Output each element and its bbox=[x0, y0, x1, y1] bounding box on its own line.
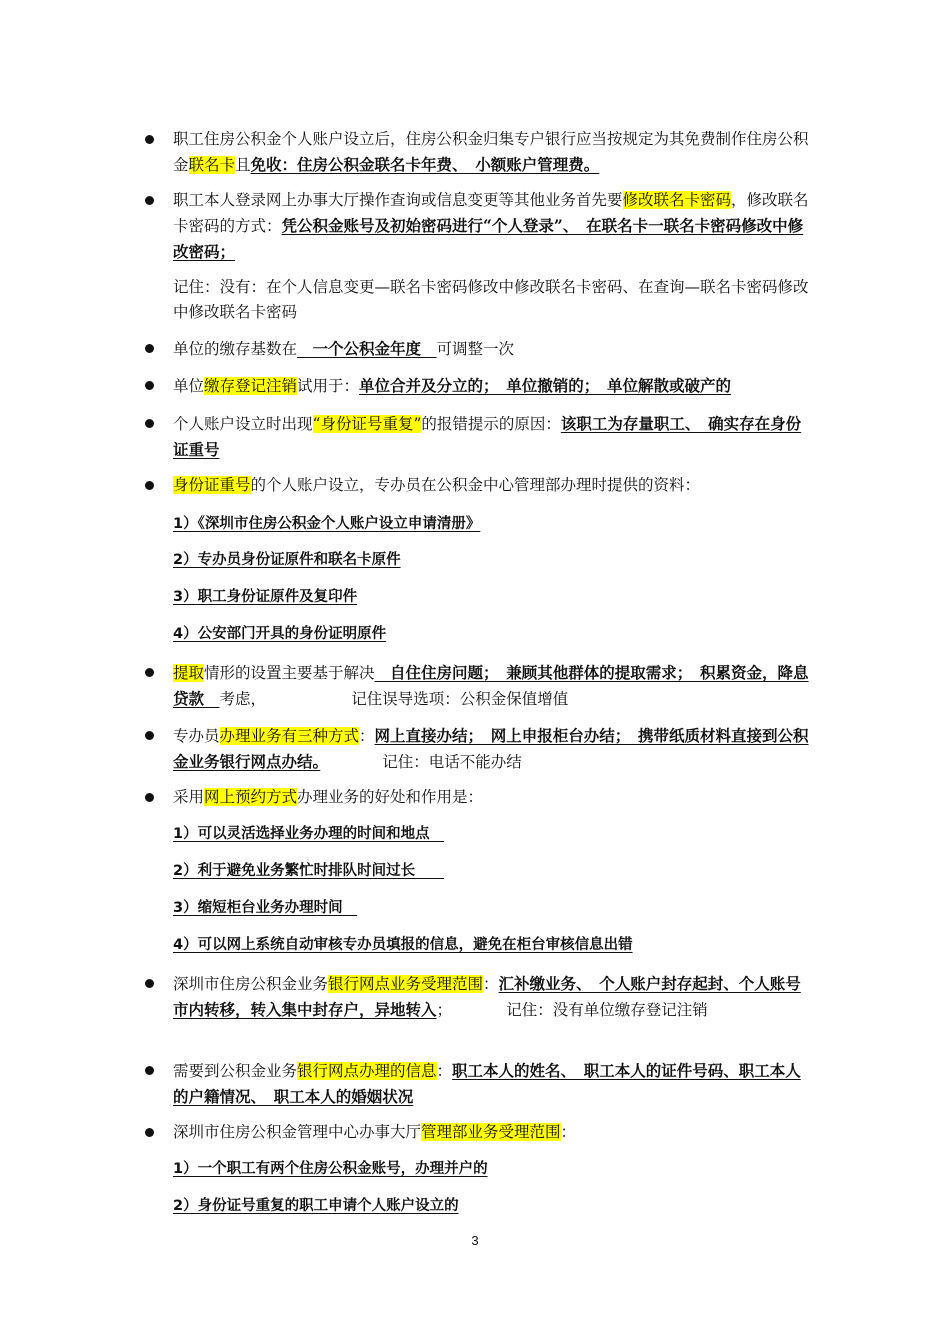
text: ： bbox=[483, 975, 499, 993]
bullet-item bbox=[145, 373, 815, 399]
text: 的报错提示的原因： bbox=[421, 415, 561, 433]
bullet-item bbox=[145, 1120, 815, 1145]
key-text: 自住住房问题； 兼顾其他群体的提取需求； 积累资金，降息贷款 bbox=[173, 663, 809, 708]
bullet-icon bbox=[145, 419, 154, 428]
sub-item: 1）《深圳市住房公积金个人账户设立申请清册》 bbox=[173, 516, 481, 532]
text: 可调整一次 bbox=[436, 340, 515, 358]
sub-item: 1）一个职工有两个住房公积金账号，办理并户的 bbox=[173, 1161, 488, 1177]
text: 办理业务的好处和作用是： bbox=[297, 788, 484, 806]
highlight: 身份证重号 bbox=[173, 476, 251, 494]
key-text: 该职工为存量职工、 确实存在身份证重号 bbox=[173, 414, 802, 459]
highlight: 提取 bbox=[173, 664, 205, 682]
highlight: 管理部业务受理范围 bbox=[421, 1123, 561, 1141]
bullet-icon bbox=[145, 344, 154, 353]
sub-item: 2）身份证号重复的职工申请个人账户设立的 bbox=[173, 1198, 459, 1214]
text: 记住：电话不能办结 bbox=[320, 753, 522, 771]
text: 需要到公积金业务 bbox=[173, 1062, 298, 1080]
text: ； 记住：没有单位缴存登记注销 bbox=[436, 1001, 708, 1019]
bullet-item bbox=[145, 336, 815, 362]
bullet-icon bbox=[145, 1128, 154, 1137]
bullet-icon bbox=[145, 135, 154, 144]
bullet-item bbox=[145, 127, 815, 178]
text: ： bbox=[436, 1062, 453, 1080]
bullet-icon bbox=[145, 668, 154, 677]
text: ： bbox=[359, 727, 375, 745]
bullet-icon bbox=[145, 1066, 154, 1075]
text: 深圳市住房公积金业务 bbox=[173, 975, 329, 993]
highlight: 网上预约方式 bbox=[204, 788, 298, 806]
bullet-item bbox=[145, 971, 815, 1023]
highlight: “身份证号重复” bbox=[312, 415, 422, 433]
key-text: 网上直接办结； 网上申报柜台办结； 携带纸质材料直接到公积金业务银行网点办结。 bbox=[173, 726, 809, 771]
bullet-icon bbox=[145, 481, 154, 490]
bullet-item bbox=[145, 411, 815, 463]
highlight: 修改联名卡密码 bbox=[622, 191, 732, 209]
key-text: 汇补缴业务、 个人账户封存起封、个人账号市内转移，转入集中封存户，异地转入 bbox=[173, 974, 801, 1019]
text: 专办员 bbox=[173, 727, 220, 745]
text: 深圳市住房公积金管理中心办事大厅 bbox=[173, 1123, 422, 1141]
text: 的个人账户设立，专办员在公积金中心管理部办理时提供的资料： bbox=[250, 476, 701, 494]
bullet-item bbox=[145, 785, 815, 810]
key-text: 一个公积金年度 bbox=[297, 339, 437, 358]
text: 个人账户设立时出现 bbox=[173, 415, 313, 433]
sub-item: 3）缩短柜台业务办理时间 bbox=[173, 900, 358, 916]
key-text: 单位合并及分立的； 单位撤销的； 单位解散或破产的 bbox=[359, 376, 732, 395]
bullet-icon bbox=[145, 979, 154, 988]
text: 单位的缴存基数在 bbox=[173, 340, 298, 358]
sub-item: 4）公安部门开具的身份证明原件 bbox=[173, 626, 387, 642]
key-text: 凭公积金账号及初始密码进行“个人登录”、 在联名卡一联名卡密码修改中修改密码； bbox=[173, 216, 804, 261]
key-text: 免收：住房公积金联名卡年费、 小额账户管理费。 bbox=[250, 155, 600, 174]
text: 单位 bbox=[173, 377, 205, 395]
sub-item: 1）可以灵活选择业务办理的时间和地点 bbox=[173, 826, 445, 842]
highlight: 联名卡 bbox=[188, 156, 236, 174]
page-number: 3 bbox=[471, 1233, 479, 1248]
text: ： bbox=[560, 1123, 577, 1141]
sub-item: 2）利于避免业务繁忙时排队时间过长 bbox=[173, 863, 445, 879]
text: 考虑， 记住误导选项：公积金保值增值 bbox=[219, 690, 569, 708]
highlight: 办理业务有三种方式 bbox=[219, 727, 360, 745]
bullet-icon bbox=[145, 381, 154, 390]
key-text: 职工本人的姓名、 职工本人的证件号码、职工本人的户籍情况、 职工本人的婚姻状况 bbox=[173, 1061, 801, 1106]
text: 情形的设置主要基于解决 bbox=[204, 664, 375, 682]
bullet-icon bbox=[145, 793, 154, 802]
text: ，修改联名卡密码的方式： bbox=[173, 191, 809, 235]
bullet-item bbox=[145, 660, 815, 712]
bullet-item bbox=[145, 473, 815, 498]
bullet-item bbox=[145, 188, 815, 265]
bullet-item bbox=[145, 723, 815, 775]
highlight: 银行网点业务受理范围 bbox=[328, 975, 484, 993]
text: 采用 bbox=[173, 788, 205, 806]
bullet-icon bbox=[145, 731, 154, 740]
sub-item: 3）职工身份证原件及复印件 bbox=[173, 589, 358, 605]
highlight: 银行网点办理的信息 bbox=[297, 1062, 437, 1080]
text: 职工本人登录网上办事大厅操作查询或信息变更等其他业务首先要 bbox=[173, 191, 623, 209]
text: 试用于： bbox=[297, 377, 360, 395]
text: 且 bbox=[235, 156, 251, 174]
bullet-item bbox=[145, 1058, 815, 1110]
bullet-icon bbox=[145, 196, 154, 205]
sub-item: 4）可以网上系统自动审核专办员填报的信息，避免在柜台审核信息出错 bbox=[173, 937, 633, 953]
note: 记住：没有：在个人信息变更—联名卡密码修改中修改联名卡密码、在查询—联名卡密码修改中修改联名卡密码 bbox=[173, 278, 809, 321]
highlight: 缴存登记注销 bbox=[204, 377, 298, 395]
sub-item: 2）专办员身份证原件和联名卡原件 bbox=[173, 552, 401, 568]
text: 职工住房公积金个人账户设立后，住房公积金归集专户银行应当按规定为其免费制作住房公积金 bbox=[173, 130, 809, 174]
